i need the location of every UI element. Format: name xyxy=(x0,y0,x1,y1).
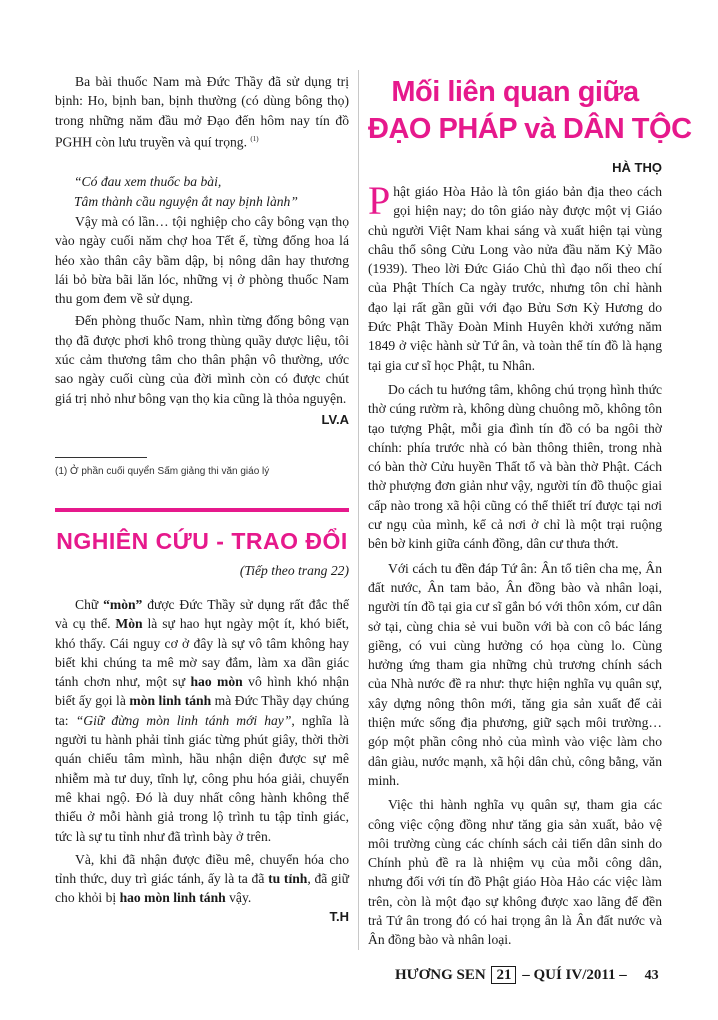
text-run: được Đức Thầy sử dụng rất đắc thế và cụ thể. xyxy=(55,597,349,632)
issue-number: 21 xyxy=(491,966,516,984)
page-number: 43 xyxy=(644,968,659,983)
paragraph: Đến phòng thuốc Nam, nhìn từng đống bông vạn thọ đã được phơi khô trong thùng quầy dược liệu, tôi xúc cảm thương tâm cho thân phận vô thường, ước sao ngày cuối cùng của đời mình còn có được chút giá trị nhỏ như bông vạn thọ kia cũng là thỏa nguyện. xyxy=(55,313,349,406)
article-title-line-2: ĐẠO PHÁP và DÂN TỘC xyxy=(368,113,692,145)
drop-cap: P xyxy=(368,178,391,223)
verse-line-2: Tâm thành cầu nguyện ắt nay bịnh lành” xyxy=(74,194,298,209)
bold-run: Mòn xyxy=(115,616,143,632)
footnote-ref: (1) xyxy=(250,134,259,143)
article-author: HÀ THỌ xyxy=(612,160,662,175)
right-column-body xyxy=(368,178,662,950)
left-column-mid xyxy=(55,212,349,427)
bold-run: mòn linh tánh xyxy=(129,693,212,709)
text-run: , nghĩa là người tu hành phải tỉnh giác từng phút giây, thời thời quán chiếu tâm mình, hầu nhận diện được sự mê nhiễm mà tư duy, tĩnh lự, công phu hóa giải, chuyển mê khai ngộ. Đó là duy nhất công hành không thể thiếu ở mỗi hành giả trong lộ trình tu tập tỉnh giác, tức là sự tu tỉnh như đã trình bày ở trên. xyxy=(55,712,349,844)
paragraph: Với cách tu đền đáp Tứ ân: Ân tổ tiên cha mẹ, Ân đất nước, Ân tam bảo, Ân đồng bào và nhân loại, người tín đồ tại gia cư sĩ gắn bó với thôn xóm, cư dân sở tại, cùng chia sẻ vui buồn với bà con cô bác láng giềng, có vui cùng hưởng có họa cùng lo. Cùng hưởng ứng tham gia những chủ trương chính sách của Nhà nước đề ra như: thực hiện nghĩa vụ quân sự, xây dựng nông thôn mới, tăng gia sản xuất để cải thiện mức sống địa phương, giữ sạch môi trường… góp một phần công nhỏ của mình vào việc làm cho dân giàu, nước mạnh, xã hội dân chủ, công bằng, văn minh. xyxy=(368,560,662,788)
paragraph xyxy=(55,595,349,846)
text-run: Chữ xyxy=(75,597,104,612)
left-column-bottom xyxy=(55,595,349,924)
signature: LV.A xyxy=(321,411,349,427)
text-run: mà Đức Thầy dạy chúng ta: xyxy=(55,693,349,728)
bold-run: tu tỉnh xyxy=(268,871,308,887)
footnote: (1) Ở phần cuối quyển Sấm giảng thi văn giáo lý xyxy=(55,466,270,477)
paragraph-text: Ba bài thuốc Nam mà Đức Thầy đã sử dụng trị bịnh: Ho, bịnh ban, bịnh thường (có dùng bông thọ) trong những năm đầu mở Đạo đến hôm nay tín đồ PGHH còn lưu truyền và quí trọng. xyxy=(55,74,349,150)
article-title-line-1: Mối liên quan giữa xyxy=(391,76,639,108)
text-run: vậy. xyxy=(225,890,252,906)
bold-run: hao mòn linh tánh xyxy=(119,890,226,906)
section-rule xyxy=(55,508,349,512)
section-title: NGHIÊN CỨU - TRAO ĐỔI xyxy=(56,528,348,554)
text-run: vô hình khó nhận biết ấy gọi là xyxy=(55,674,350,709)
paragraph: Do cách tu hướng tâm, không chú trọng hình thức thờ cúng rườm rà, không dùng chuông mõ, không tôn tạo tượng Phật, mỗi gia đình tín đồ có ba ngôi thờ chính: phía trước nhà có bàn thông thiên, trong nhà có bàn thờ Cửu huyền Thất tổ và bàn thờ Phật. Cách thờ phượng đơn giản như vậy, người tín đồ thuộc giai cấp nào trong xã hội cũng có thể thiết trí được tại nơi cư ngụ của mình, kể cả nơi ở chỉ là một trại ruộng bên bờ kinh giữa cánh đồng, dân cư thưa thớt. xyxy=(368,381,662,552)
paragraph: Vậy mà có lần… tội nghiệp cho cây bông vạn thọ vào ngày cuối năm chợ hoa Tết ế, từng đống hoa lá héo xào thân cây bầm dập, bị nông dân hay thương lái bỏ bừa bãi lăn lóc, những vị ở phòng thuốc Nam thu gom đem về sử dụng. xyxy=(55,214,349,307)
issue-quarter: – QUÍ IV/2011 – xyxy=(522,967,627,983)
paragraph xyxy=(55,850,349,908)
text-run: , đã giữ cho khỏi bị xyxy=(55,871,349,906)
bold-run: hao mòn xyxy=(190,674,243,690)
left-column-top xyxy=(55,72,349,152)
verse-line-1: “Có đau xem thuốc ba bài, xyxy=(74,174,222,189)
paragraph-text: hật giáo Hòa Hảo là tôn giáo bản địa theo cách gọi hiện nay; do tôn giáo này được một vị Giáo chủ người Việt Nam khai sáng và xuất hiện tại vùng châu thổ sông Cửu Long vào nửa đầu năm Kỷ Mão (1939). Theo lời Đức Giáo Chủ thì đạo nối theo chí của Phật Thích Ca ngày trước, nhưng tôn chỉ hành đạo lại rất gần gũi với đạo Bửu Sơn Kỳ Hương do Đức Phật Thầy Đoàn Minh Huyên khởi xướng năm 1849 ở việc hành sử Tứ ân, và toàn thể tín đồ là hạng tại gia cư sĩ học Phật, tu Nhân. xyxy=(368,184,662,373)
paragraph: Việc thi hành nghĩa vụ quân sự, tham gia các công việc cộng đồng như tăng gia sản xuất, bảo vệ môi trường cùng các chính sách cải tiến dân sinh do Chính phủ đề ra là nhiệm vụ của mỗi công dân, nhưng đối với tín đồ Phật giáo Hòa Hảo các việc làm trên, còn là một đạo sự không được xao lãng để đền trả Tứ ân trong đó có hai trọng ân là Ân đất nước và Ân đồng bào và nhân loại. xyxy=(368,797,662,948)
italic-run: “Giữ đừng mòn linh tánh mới hay” xyxy=(75,712,292,728)
footnote-rule xyxy=(55,457,147,458)
text-run: là sự hao hụt ngày một ít, khó biết, khó thấy. Cái nguy cơ ở đây là sự vô tâm không hay biết khi chúng ta mê mờ say đắm, làm xa dần giác tánh chơn như, một sự xyxy=(55,616,349,690)
section-continued-note: (Tiếp theo trang 22) xyxy=(239,563,349,578)
magazine-name: HƯƠNG SEN xyxy=(395,967,486,983)
paragraph xyxy=(55,72,349,152)
paragraph xyxy=(368,178,662,375)
bold-run: “mòn” xyxy=(103,597,143,612)
signature: T.H xyxy=(329,908,349,924)
page-footer xyxy=(395,967,665,984)
text-run: Và, khi đã nhận được điều mê, chuyển hóa cho tỉnh thức, duy trì giác tánh, ấy là ta đã xyxy=(55,851,349,887)
